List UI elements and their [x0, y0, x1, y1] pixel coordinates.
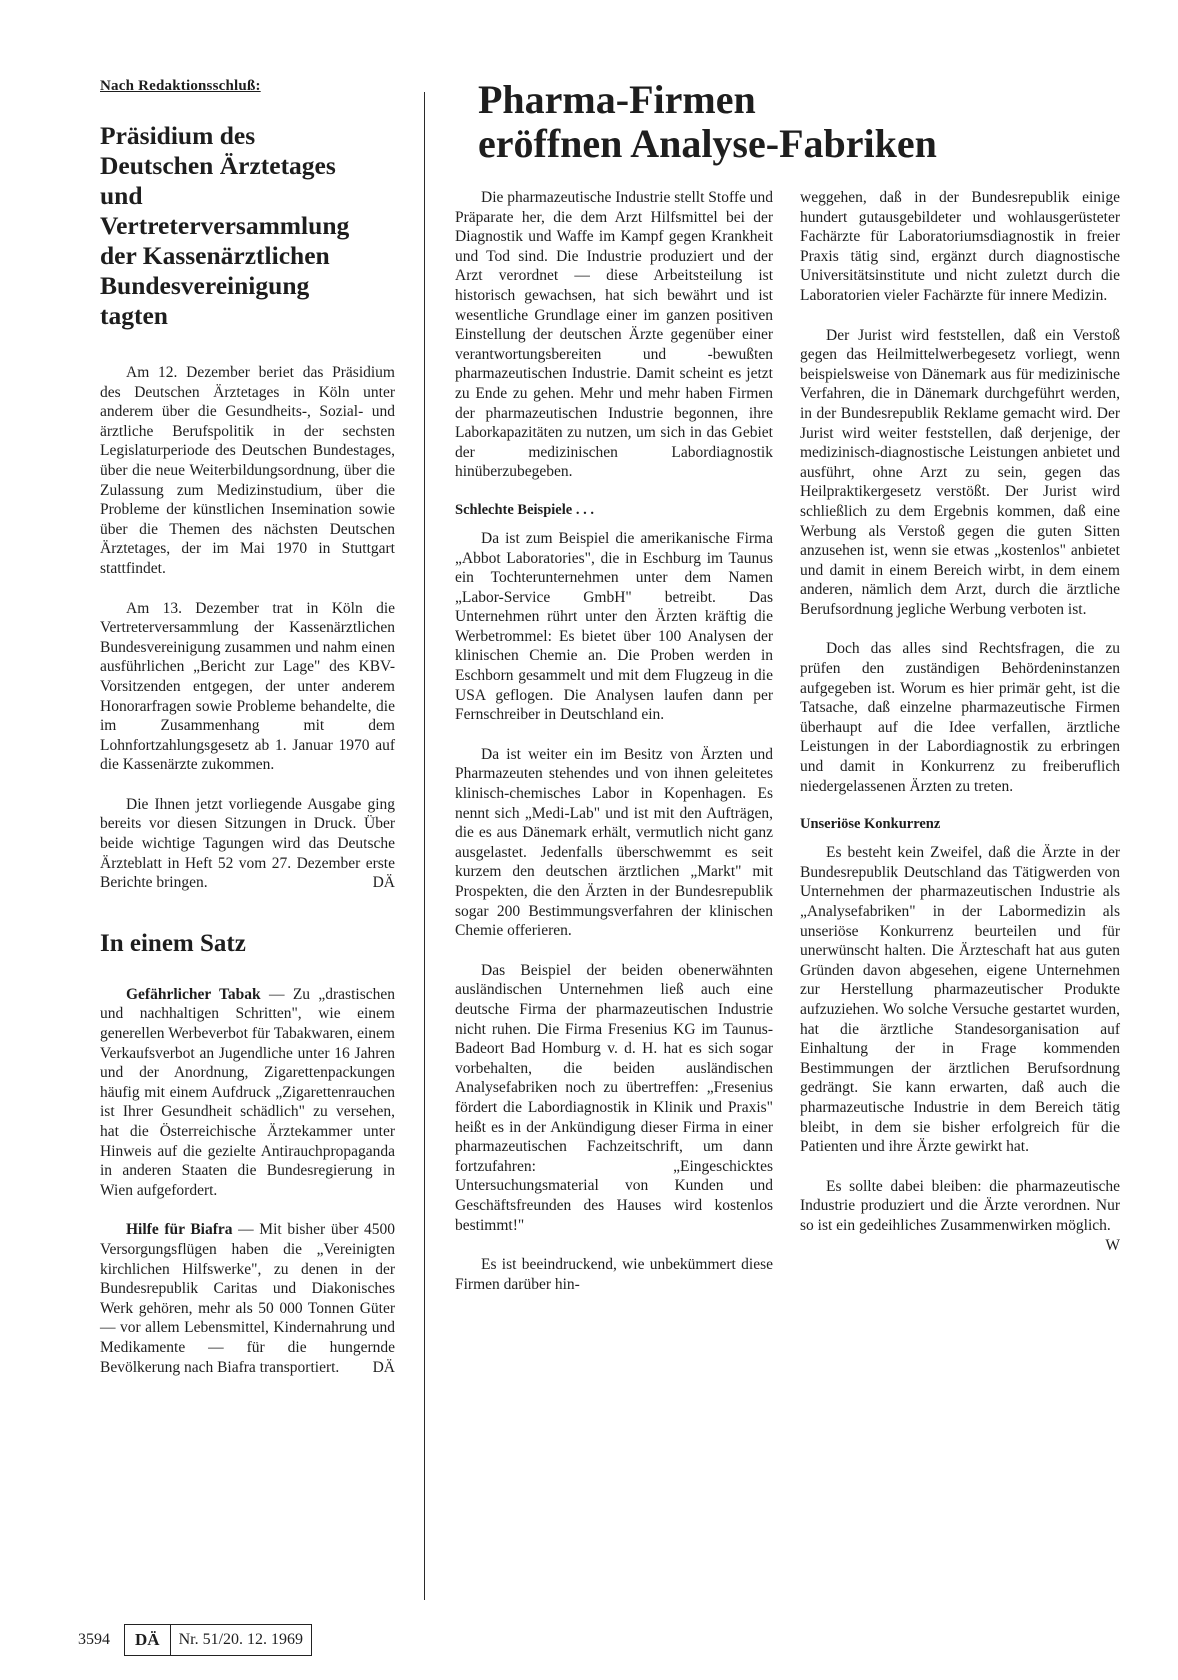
article-headline — [478, 78, 1118, 166]
signature: DÄ — [372, 874, 395, 892]
headline-line: eröffnen Analyse-Fabriken — [478, 121, 937, 166]
paragraph — [100, 795, 395, 893]
signature: W — [1105, 1236, 1120, 1254]
headline-line: Pharma-Firmen — [478, 77, 756, 122]
paragraph: Da ist zum Beispiel die amerikanische Firma „Abbot Laboratories", die in Eschburg im Taunus ein Tochterunternehmen unter dem Namen „Labor-Service GmbH" betreibt. Das Unternehmen rührt unter den Ärzten kräftig die Werbetrommel: Es bietet über 100 Analysen der klinischen Chemie an. Die Proben werden in Eschborn gesammelt und mit dem Flugzeug in die USA geflogen. Die Analysen laufen dann per Fernschreiber in Deutschland ein. — [455, 529, 773, 724]
signature: DÄ — [372, 1358, 395, 1376]
left-headline — [100, 121, 395, 331]
paragraph: Es ist beeindruckend, wie unbekümmert diese Firmen darüber hin- — [455, 1256, 773, 1293]
paragraph — [800, 1177, 1120, 1254]
page-footer — [78, 1623, 312, 1657]
paragraph: Das Beispiel der beiden obenerwähnten ausländischen Unternehmen ließ auch eine deutsche Firma der pharmazeutischen Industrie nicht ruhen. Die Firma Fresenius KG im Taunus-Badeort Bad Homburg v. d. H. hat es sich sogar vorbehalten, die beiden ausländischen Analysefabriken noch zu übertreffen: „Fresenius fördert die Labordiagnostik in Klinik und Praxis" heißt es in der Ankündigung dieser Firma in einer pharmazeutischen Fachzeitschrift, um dann fortzufahren: „Eingeschicktes Untersuchungsmaterial von Kunden und Geschäftsfreunden des Hauses wird kostenlos bestimmt!" — [455, 961, 773, 1234]
subheading: Unseriöse Konkurrenz — [800, 816, 941, 833]
paragraph: Am 13. Dezember trat in Köln die Vertreterversammlung der Kassenärztlichen Bundesvereinigung zusammen und nahm einen ausführlichen „Bericht zur Lage" des KBV-Vorsitzenden entgegen, der unter anderem Honorarfragen sowie Probleme behandelte, die im Zusammenhang mit dem Lohnfortzahlungsgesetz ab 1. Januar 1970 auf die Kassenärzte zukommen. — [100, 599, 395, 774]
article-column-right — [800, 188, 1120, 1256]
headline-line: der Kassenärztlichen — [100, 241, 330, 270]
item-text: — Zu „drastischen und nachhaltigen Schritten", wie einem generellen Werbeverbot für Tabakwaren, einem Verkaufsverbot an Jugendliche unter 16 Jahren und der Anordnung, Zigarettenpackungen häufig mit einem Aufdruck „Zigarettenrauchen ist Ihrer Gesundheit schädlich" zu versehen, hat die Österreichische Ärztekammer unter Hinweis auf die gezielte Antirauchpropaganda in anderen Staaten die Bundesregierung in Wien aufgefordert. — [100, 985, 395, 1199]
paragraph: Es besteht kein Zweifel, daß die Ärzte in der Bundesrepublik Deutschland das Tätigwerden von Unternehmen der pharmazeutischen Industrie als „Analysefabriken" in der Labormedizin als unseriöse Konkurrenz beurteilen und für unerwünscht halten. Die Ärzteschaft hat aus guten Gründen davon abgesehen, eigene Unternehmen zur Herstellung pharmazeutischer Produkte aufzuziehen. Wo solche Versuche gestartet wurden, hat die ärztliche Standesorganisation auf Einhaltung der in Frage kommenden Bestimmungen der ärztlichen Berufsordnung gedrängt. Sie kann erwarten, daß auch die pharmazeutische Industrie in dem Bereich tätig bleibt, in dem sie bisher erfolgreich für die Patienten und ihre Ärzte gewirkt hat. — [800, 844, 1120, 1156]
kicker: Nach Redaktionsschluß: — [100, 78, 261, 94]
section-heading: In einem Satz — [100, 929, 246, 957]
subheading: Schlechte Beispiele . . . — [455, 501, 594, 518]
column-divider — [424, 92, 425, 1600]
headline-line: und — [100, 181, 143, 210]
paragraph-text: Die Ihnen jetzt vorliegende Ausgabe ging bereits vor diesen Sitzungen in Druck. Über beide wichtige Tagungen wird das Deutsche Ärzteblatt in Heft 52 vom 27. Dezember erste Berichte bringen. — [100, 795, 395, 892]
item-lead: Gefährlicher Tabak — [126, 985, 261, 1003]
paragraph: Doch das alles sind Rechtsfragen, die zu prüfen den zuständigen Behördeninstanzen aufgegeben ist. Worum es hier primär geht, ist die Tatsache, daß einzelne pharmazeutische Firmen überhaupt auf die Idee verfallen, ärztliche Leistungen in der Labordiagnostik zu erbringen und damit in Konkurrenz zu freiberuflich niedergelassenen Ärzten zu treten. — [800, 640, 1120, 795]
paragraph: Die pharmazeutische Industrie stellt Stoffe und Präparate her, die dem Arzt Hilfsmittel bei der Diagnostik und Waffe im Kampf gegen Krankheit und Tod sind. Die Industrie produziert und der Arzt verordnet — diese Arbeitsteilung ist historisch gewachsen, hat sich bewährt und ist wesentliche Grundlage einer im ganzen positiven Einstellung der deutschen Ärzte gegenüber einer verantwortungsbereiten und -bewußten pharmazeutischen Industrie. Damit scheint es jetzt zu Ende zu gehen. Mehr und mehr haben Firmen der pharmazeutischen Industrie begonnen, ihre Laborkapazitäten zu nutzen, um sich in das Gebiet der medizinischen Labordiagnostik hinüberzubegeben. — [455, 189, 773, 481]
headline-line: Präsidium des — [100, 121, 256, 150]
headline-line: tagten — [100, 301, 168, 330]
news-item — [100, 985, 395, 1201]
issue-number: Nr. 51/20. 12. 1969 — [178, 1631, 304, 1648]
headline-line: Deutschen Ärztetages — [100, 151, 336, 180]
headline-line: Bundesvereinigung — [100, 271, 310, 300]
item-lead: Hilfe für Biafra — [126, 1221, 233, 1239]
issue-box — [124, 1624, 312, 1656]
paragraph: Am 12. Dezember beriet das Präsidium des Deutschen Ärztetages in Köln unter anderem über die Gesundheits-, Sozial- und ärztliche Berufspolitik in der sechsten Legislaturperiode des Deutschen Bundestages, über die neue Weiterbildungsordnung, über die Zulassung zum Medizinstudium, über die Probleme der künstlichen Insemination sowie über die Themen des nächsten Deutschen Ärztetages, der im Mai 1970 in Stuttgart stattfindet. — [100, 364, 395, 577]
article-column-middle — [455, 188, 773, 1314]
journal-abbrev: DÄ — [125, 1625, 171, 1655]
paragraph-text: Es sollte dabei bleiben: die pharmazeutische Industrie produziert und die Ärzte verordnen. Nur so ist ein gedeihliches Zusammenwirken möglich. — [800, 1177, 1120, 1234]
paragraph: Der Jurist wird feststellen, daß ein Verstoß gegen das Heilmittelwerbegesetz vorliegt, wenn beispielsweise von Dänemark aus für medizinische Verfahren, die in Dänemark durchgeführt werden, in der Bundesrepublik Reklame gemacht wird. Der Jurist wird weiter feststellen, daß derjenige, der medizinisch-diagnostische Leistungen anbietet und ausführt, ohne Arzt zu sein, gegen das Heilpraktikergesetz verstößt. Der Jurist wird schließlich zu dem Ergebnis kommen, daß eine Werbung als Verstoß gegen die guten Sitten anzusehen ist, wenn sie etwas „kostenlos" anbietet und damit in einem Bereich wirbt, in dem einem anderen, nämlich dem Arzt, durch die ärztliche Berufsordnung jegliche Werbung verboten ist. — [800, 326, 1120, 618]
item-text: — Mit bisher über 4500 Versorgungsflügen haben die „Vereinigten kirchlichen Hilfswerke", zu denen in der Bundesrepublik Caritas und Diakonisches Werk gehören, mehr als 50 000 Tonnen Güter — vor allem Lebensmittel, Kindernahrung und Medikamente — für die hungernde Bevölkerung nach Biafra transportiert. — [100, 1221, 395, 1376]
left-column — [100, 78, 395, 1397]
headline-line: Vertreterversammlung — [100, 211, 350, 240]
news-item — [100, 1220, 395, 1377]
paragraph: Da ist weiter ein im Besitz von Ärzten und Pharmazeuten stehendes und von ihnen geleitetes klinisch-chemisches Labor in Kopenhagen. Es nennt sich „Medi-Lab" und ist mit den Aufträgen, die es aus Dänemark erhält, vermutlich nicht ganz ausgelastet. Jedenfalls überschwemmt es seit kurzem den deutschen ärztlichen „Markt" mit Prospekten, die den Ärzten in der Bundesrepublik sogar 200 Bestimmungsverfahren der klinischen Chemie offerieren. — [455, 745, 773, 940]
page-number: 3594 — [78, 1631, 110, 1648]
paragraph: weggehen, daß in der Bundesrepublik einige hundert gutausgebildeter und wohlausgerüsteter Fachärzte für Laboratoriumsdiagnostik in freier Praxis tätig sind, ergänzt durch diagnostische Universitätsinstitute und nicht zuletzt durch die Laboratorien vieler Fachärzte für innere Medizin. — [800, 189, 1120, 304]
